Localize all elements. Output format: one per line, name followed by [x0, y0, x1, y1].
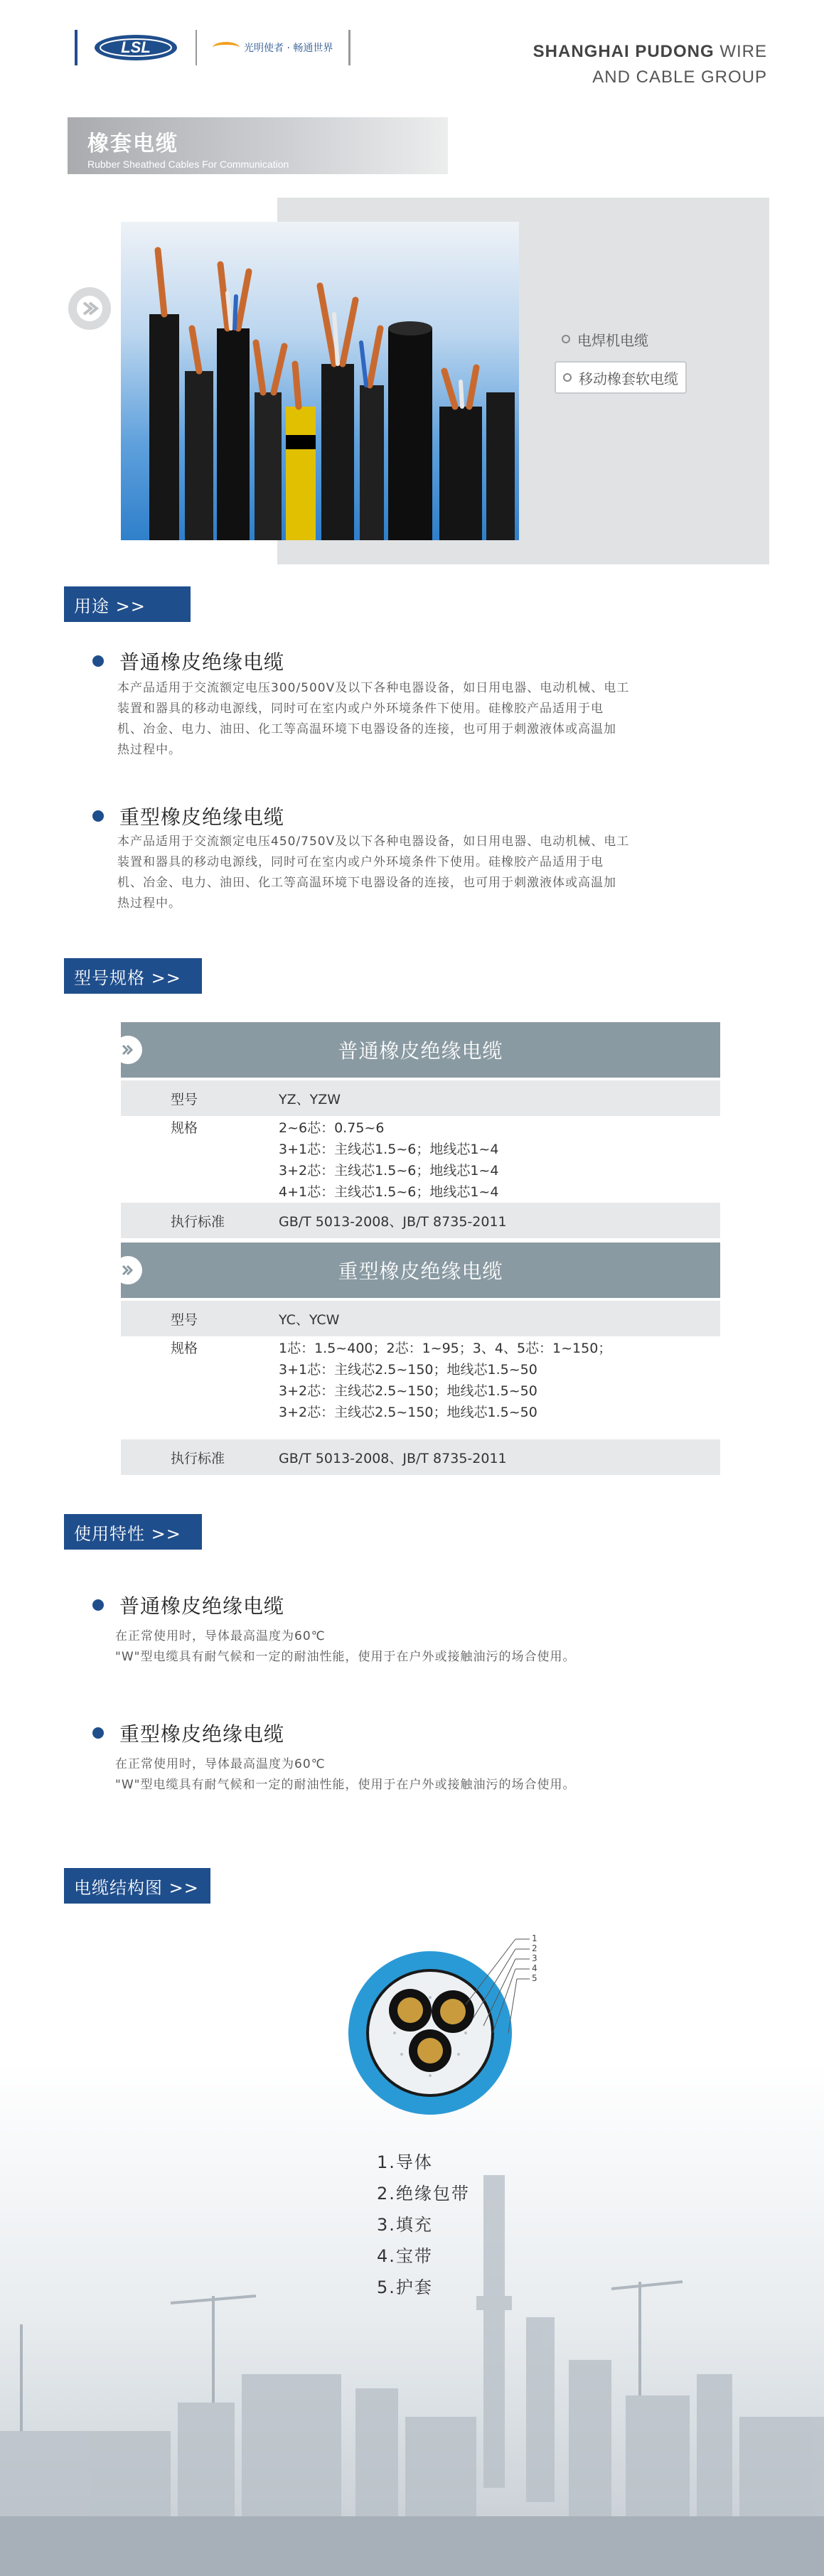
spec-row-model [121, 1301, 720, 1336]
spec-table-title: 普通橡皮绝缘电缆 [338, 1039, 503, 1063]
spec-value [279, 1338, 720, 1437]
spec-line: 3+1芯：主线芯1.5~6；地线芯1~4 [279, 1142, 499, 1157]
para-line: 本产品适用于交流额定电压300/500V及以下各种电器设备，如日用电器、电动机械、电工 [117, 681, 630, 695]
spec-value: GB/T 5013-2008、JB/T 8735-2011 [279, 1213, 507, 1230]
spec-row-spec [121, 1338, 720, 1437]
company-name-line2: AND CABLE GROUP [592, 68, 767, 87]
spec-row-standard [121, 1203, 720, 1238]
company-name [533, 39, 767, 90]
para-line: 机、冶金、电力、油田、化工等高温环境下电器设备的连接，也可用于刺激液体或高温加 [117, 722, 616, 736]
spec-value: YC、YCW [279, 1311, 340, 1328]
category-label: 电焊机电缆 [577, 331, 648, 349]
para-line: 装置和器具的移动电源线，同时可在室内或户外环境条件下使用。硅橡胶产品适用于电 [117, 702, 604, 716]
spec-line: 4+1芯：主线芯1.5~6；地线芯1~4 [279, 1184, 499, 1200]
cable-cross-section-diagram [323, 1926, 551, 2140]
feature-title-text: 重型橡皮绝缘电缆 [119, 1722, 285, 1746]
spec-row-spec [121, 1117, 720, 1203]
logo-divider [196, 30, 197, 65]
spec-table-header-standard [121, 1022, 720, 1078]
company-name-rest: WIRE [714, 42, 767, 61]
arrow-right-icon[interactable] [68, 287, 111, 330]
spec-key: 型号 [171, 1091, 198, 1107]
callout-2: 2 [532, 1943, 537, 1953]
company-logo [86, 30, 186, 65]
part-item: 2.绝缘包带 [377, 2184, 470, 2204]
usage-title-standard [92, 647, 284, 675]
para-line: 装置和器具的移动电源线，同时可在室内或户外环境条件下使用。硅橡胶产品适用于电 [117, 855, 604, 869]
company-name-bold: SHANGHAI PUDONG [533, 42, 715, 61]
circle-bullet-icon [563, 373, 572, 382]
para-line: "W"型电缆具有耐气候和一定的耐油性能，使用于在户外或接触油污的场合使用。 [115, 1650, 576, 1664]
para-line: 机、冶金、电力、油田、化工等高温环境下电器设备的连接，也可用于刺激液体或高温加 [117, 876, 616, 890]
bullet-dot-icon [92, 655, 104, 667]
slogan-text: 光明使者 · 畅通世界 [244, 43, 333, 54]
category-item-welding-cable[interactable] [555, 323, 687, 355]
section-label-features: 使用特性 >> [64, 1514, 202, 1550]
part-item: 5.护套 [377, 2277, 433, 2297]
logo-divider-right [348, 30, 351, 65]
para-line: 本产品适用于交流额定电压450/750V及以下各种电器设备，如日用电器、电动机械、电工 [117, 834, 630, 849]
bullet-dot-icon [92, 810, 104, 822]
spec-line: 3+2芯：主线芯2.5~150；地线芯1.5~50 [279, 1383, 537, 1399]
logo-text: LSL [121, 38, 151, 56]
cable-product-photo [121, 222, 519, 540]
feature-title-standard [92, 1591, 284, 1619]
para-line: 在正常使用时，导体最高温度为60℃ [115, 1757, 326, 1771]
part-item: 1.导体 [377, 2152, 433, 2172]
spec-key: 执行标准 [171, 1450, 225, 1466]
usage-title-text: 普通橡皮绝缘电缆 [119, 650, 285, 674]
spec-value [279, 1117, 720, 1203]
feature-paragraph-heavy [115, 1754, 575, 1796]
spec-value: YZ、YZW [279, 1091, 341, 1107]
logo-divider-left [75, 30, 77, 65]
part-item: 4.宝带 [377, 2246, 433, 2266]
section-label-spec: 型号规格 >> [64, 958, 202, 994]
feature-title-heavy [92, 1719, 284, 1747]
category-item-mobile-rubber-cable[interactable] [555, 361, 687, 394]
swoosh-icon [213, 42, 240, 53]
spec-line: 2~6芯：0.75~6 [279, 1120, 385, 1136]
spec-row-model [121, 1080, 720, 1116]
para-line: "W"型电缆具有耐气候和一定的耐油性能，使用于在户外或接触油污的场合使用。 [115, 1778, 576, 1792]
brand-logo-group [75, 30, 351, 65]
spec-line: 3+1芯：主线芯2.5~150；地线芯1.5~50 [279, 1362, 537, 1378]
usage-title-heavy [92, 802, 284, 830]
page-title-block [68, 117, 448, 174]
circle-bullet-icon [562, 335, 570, 343]
feature-paragraph-standard [115, 1626, 575, 1668]
part-item: 3.填充 [377, 2215, 433, 2235]
spec-line: 1芯：1.5~400；2芯：1~95；3、4、5芯：1~150； [279, 1341, 612, 1356]
usage-title-text: 重型橡皮绝缘电缆 [119, 805, 285, 829]
spec-key: 规格 [171, 1341, 198, 1356]
para-line: 热过程中。 [117, 896, 181, 911]
para-line: 在正常使用时，导体最高温度为60℃ [115, 1629, 326, 1643]
structure-parts-list [377, 2147, 470, 2303]
slogan [213, 41, 333, 55]
callout-3: 3 [532, 1953, 537, 1963]
product-category-list [555, 323, 687, 399]
spec-key: 型号 [171, 1311, 198, 1328]
arrow-right-icon [114, 1036, 142, 1064]
section-label-structure: 电缆结构图 >> [64, 1868, 210, 1904]
para-line: 热过程中。 [117, 743, 181, 757]
spec-table-title: 重型橡皮绝缘电缆 [338, 1260, 503, 1283]
spec-table-header-heavy [121, 1243, 720, 1298]
spec-line: 3+2芯：主线芯2.5~150；地线芯1.5~50 [279, 1405, 537, 1420]
page-title: 橡套电缆 [87, 132, 178, 156]
section-label-usage: 用途 >> [64, 586, 191, 622]
usage-paragraph-heavy [117, 832, 629, 914]
bullet-dot-icon [92, 1727, 104, 1739]
spec-line: 3+2芯：主线芯1.5~6；地线芯1~4 [279, 1163, 499, 1179]
spec-value: GB/T 5013-2008、JB/T 8735-2011 [279, 1450, 507, 1466]
spec-key: 执行标准 [171, 1213, 225, 1230]
category-label: 移动橡套软电缆 [579, 370, 678, 387]
callout-5: 5 [532, 1973, 537, 1983]
callout-4: 4 [532, 1963, 537, 1973]
feature-title-text: 普通橡皮绝缘电缆 [119, 1594, 285, 1618]
usage-paragraph-standard [117, 678, 629, 761]
bullet-dot-icon [92, 1599, 104, 1611]
page-subtitle: Rubber Sheathed Cables For Communication [87, 159, 289, 170]
callout-1: 1 [532, 1933, 537, 1943]
spec-key: 规格 [171, 1120, 198, 1136]
arrow-right-icon [114, 1256, 142, 1284]
page-header [0, 0, 824, 114]
spec-row-standard [121, 1439, 720, 1475]
